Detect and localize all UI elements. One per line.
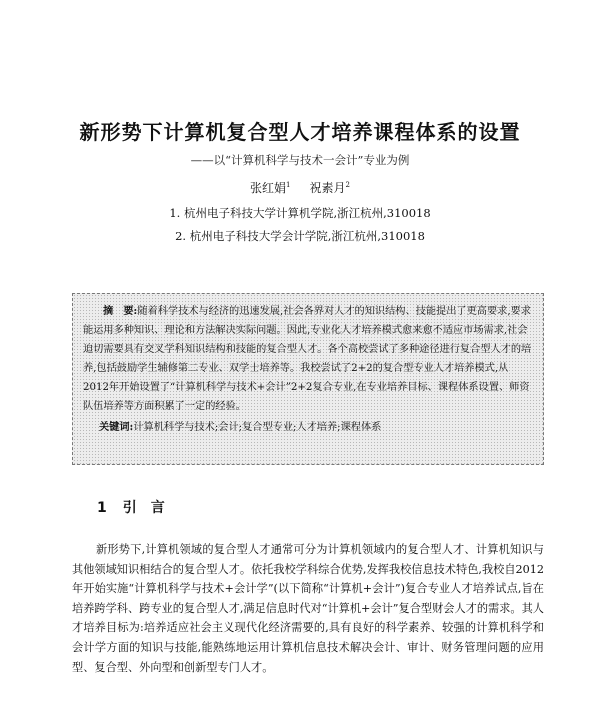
section-title-part: 言 [150, 500, 165, 516]
affiliation-2: 2. 杭州电子科技大学会计学院,浙江杭州,310018 [175, 229, 425, 243]
author-name: 张红娟 [249, 181, 286, 195]
section-heading [97, 497, 165, 517]
body-text [72, 540, 544, 677]
abstract-label: 摘 要: [103, 305, 138, 317]
affiliation-1: 1. 杭州电子科技大学计算机学院,浙江杭州,310018 [169, 206, 431, 220]
abstract-text: 随着科学技术与经济的迅速发展,社会各界对人才的知识结构、技能提出了更高要求,要求能运用多种知识、理论和方法解决实际问题。因此,专业化人才培养模式愈来愈不适应市场需求,社会迫切需要具有交叉学科知识结构和技能的复合型人才。各个高校尝试了多种途径进行复合型人才的培养,包括鼓励学生辅修第二专业、双学士培养等。我校尝试了2+2的复合型专业人才培养模式,从2012年开始设置了“计算机科学与技术+会计”2+2复合专业,在专业培养目标、课程体系设置、师资队伍培养等方面积累了一定的经验。 [83, 306, 532, 412]
abstract-box [72, 293, 544, 465]
keywords-line [99, 418, 533, 437]
paper-title: 新形势下计算机复合型人才培养课程体系的设置 [79, 120, 521, 144]
keywords-text: 计算机科学与技术;会计;复合型专业;人才培养;课程体系 [133, 422, 382, 433]
section-title-part: 引 [122, 500, 137, 516]
author-affiliation-mark: 1 [285, 181, 291, 189]
paper-subtitle: ——以“计算机科学与技术一会计”专业为例 [190, 153, 410, 167]
author-list [0, 179, 600, 196]
keywords-label: 关键词: [99, 421, 134, 433]
section-number: 1 [97, 500, 107, 516]
body-paragraph: 新形势下,计算机领域的复合型人才通常可分为计算机领域内的复合型人才、计算机知识与其他领域知识相结合的复合型人才。依托我校学科综合优势,发挥我校信息技术特色,我校自2012年开始实施“计算机科学与技术+会计学”(以下简称“计算机+会计”)复合专业人才培养试点,旨在培养跨学科、跨专业的复合型人才,满足信息时代对“计算机+会计”复合型财会人才的需求。其人才培养目标为:培养适应社会主义现代化经济需要的,具有良好的科学素养、较强的计算机科学和会计学方面的知识与技能,能熟练地运用计算机信息技术解决会计、审计、财务管理问题的应用型、复合型、外向型和创新型专门人才。 [72, 543, 544, 674]
author-affiliation-mark: 2 [345, 181, 351, 189]
author-name: 祝素月 [309, 181, 346, 195]
abstract-paragraph [83, 302, 533, 416]
